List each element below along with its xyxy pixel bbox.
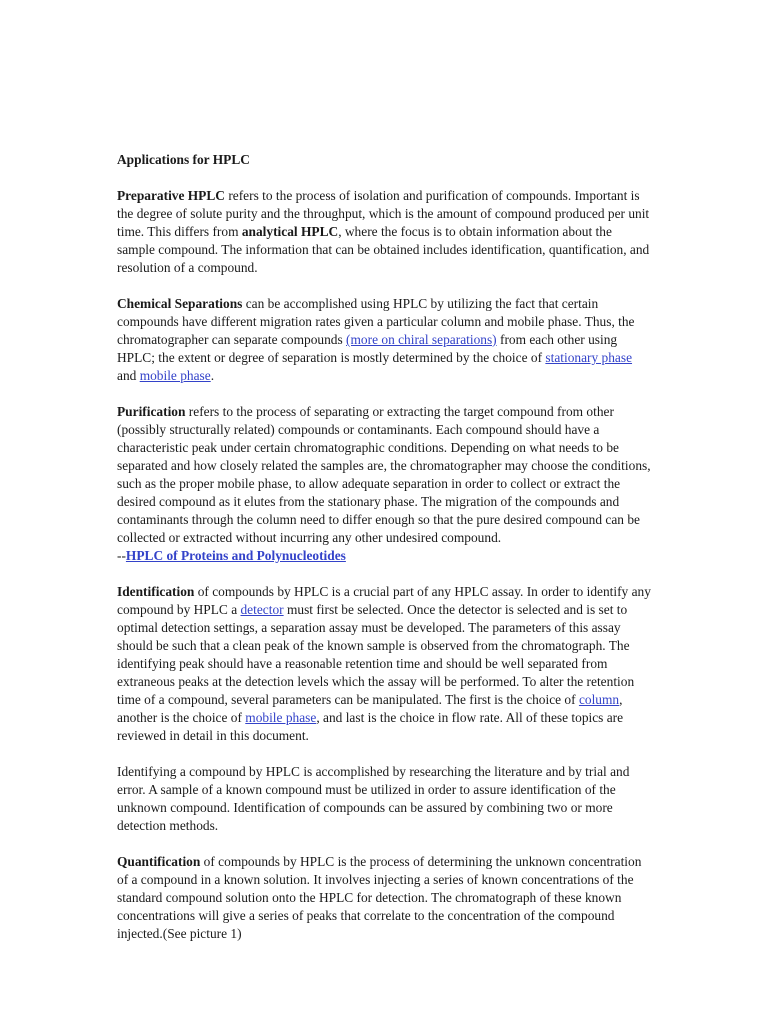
purification-paragraph [117,403,653,547]
column-link[interactable]: column [578,692,620,707]
proteins-link-line [117,547,653,565]
identification-text-2: must first be selected. Once the detector is selected and is set to optimal detection settings, a separation assay must be developed. The parameters of this assay should be such that a clean peak of the known sample is observed from the chromatograph. The identifying peak should have a reasonable retention time and should be well separated from extraneous peaks at the detection levels which the assay will be performed. To alter the retention time of a compound, several parameters can be manipulated. The first is the choice of [117,602,635,707]
chemical-separations-paragraph [117,295,653,385]
identification-paragraph [117,583,653,745]
mobile-phase-link-2[interactable]: mobile phase [245,710,317,725]
proteins-link-prefix: -- [117,548,126,563]
identification-text-4: , and last is the choice in flow rate. All of these topics are reviewed in detail in this document. [117,710,624,743]
quantification-text: of compounds by HPLC is the process of determining the unknown concentration of a compound in a known solution. It involves injecting a series of known concentrations of the standard compound solution onto the HPLC for detection. The chromatograph of these known concentrations will give a series of peaks that correlate to the concentration of the compound injected.(See picture 1) [117,854,642,941]
page-title: Applications for HPLC [117,152,250,167]
preparative-paragraph [117,187,653,277]
purification-text: refers to the process of separating or extracting the target compound from other (possibly structurally related) compounds or contaminants. Each compound should have a characteristic peak under certain chromatographic conditions. Depending on what needs to be separated and how closely related the samples are, the chromatographer may choose the conditions, such as the proper mobile phase, to allow adequate separation in order to collect or extract the desired compound as it elutes from the stationary phase. The migration of the compounds and contaminants through the column need to differ enough so that the pure desired compound can be collected or extracted without incurring any other undesired compound. [117,404,651,545]
identification-term: Identification [117,584,195,599]
mobile-phase-link[interactable]: mobile phase [139,368,211,383]
quantification-paragraph [117,853,653,943]
chemical-text-1: can be accomplished using HPLC by utilizing the fact that certain compounds have different migration rates given a particular column and mobile phase. Thus, the chromatographer can separate compounds [117,296,635,347]
preparative-term: Preparative HPLC [117,188,225,203]
purification-term: Purification [117,404,186,419]
preparative-text-1: refers to the process of isolation and purification of compounds. Important is the degree of solute purity and the throughput, which is the amount of compound produced per unit time. This differs from [117,188,650,239]
chemical-text-2: from each other using HPLC; the extent or degree of separation is mostly determined by the choice of [117,332,618,365]
identification-text-1: of compounds by HPLC is a crucial part of any HPLC assay. In order to identify any compound by HPLC a [117,584,651,617]
identification-text-3: , another is the choice of [117,692,623,725]
preparative-text-2: , where the focus is to obtain information about the sample compound. The information that can be obtained includes identification, quantification, and resolution of a compound. [117,224,650,275]
detector-link[interactable]: detector [240,602,284,617]
stationary-phase-link[interactable]: stationary phase [545,350,633,365]
chemical-text-4: . [210,368,215,383]
analytical-term: analytical HPLC [241,224,339,239]
chemical-text-3: and [117,368,140,383]
identifying-paragraph: Identifying a compound by HPLC is accomplished by researching the literature and by trial and error. A sample of a known compound must be utilized in order to assure identification of the unknown compound. Identification of compounds can be assured by combining two or more detection methods. [117,764,630,833]
proteins-polynucleotides-link[interactable]: HPLC of Proteins and Polynucleotides [125,548,346,563]
document-page [117,148,653,961]
chemical-separations-term: Chemical Separations [117,296,243,311]
chiral-separations-link[interactable]: (more on chiral separations) [346,332,497,347]
quantification-term: Quantification [117,854,201,869]
